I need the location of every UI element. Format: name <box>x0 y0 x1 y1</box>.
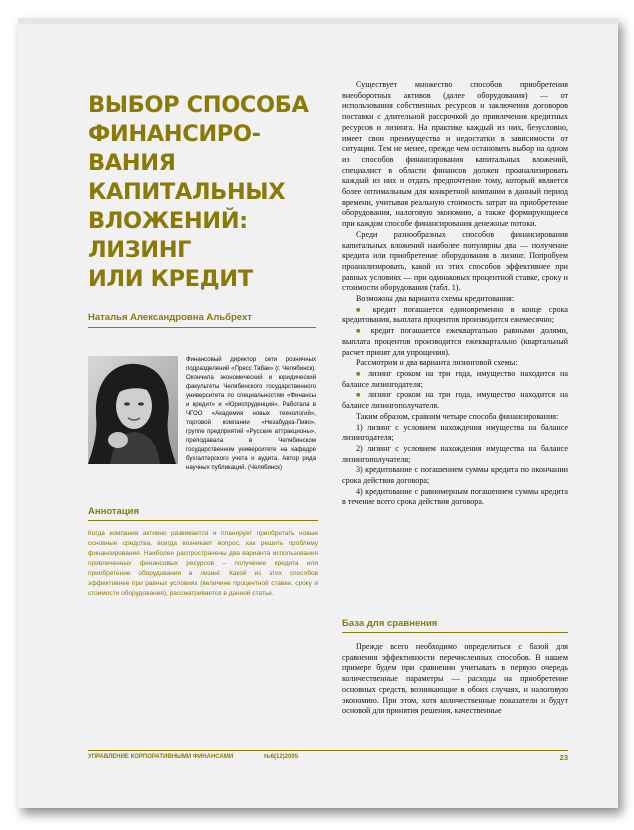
annotation-heading: Аннотация <box>88 506 318 521</box>
publication-name: УПРАВЛЕНИЕ КОРПОРАТИВНЫМИ ФИНАНСАМИ <box>88 754 234 760</box>
title-line: ЛИЗИНГ <box>88 237 192 263</box>
bullet-text: кредит погашается единовременно в конце срока кредитования, выплата процентов производится ежемесячно; <box>342 304 568 325</box>
bullet-text: кредит погашается ежеквартально равными долями, выплата процентов производится ежеквартально (квартальный расчет принят для упрощения). <box>342 326 568 357</box>
numbered-item: 2) лизинг с условием нахождения имущества на балансе лизингополучателя; <box>342 443 568 464</box>
bullet-square-icon: ■ <box>356 369 364 378</box>
title-line: ИЛИ КРЕДИТ <box>88 266 253 292</box>
paragraph: Прежде всего необходимо определиться с базой для сравнения эффективности перечисленных способов. В нашем примере будем при сравнении учитывать в первую очередь количественные параметры — расходы на приобретение основных средств, возникающие в обоих случаях, и налоговую экономию. При этом, хотя количественные показатели и будут основой для принятия решения, качественные <box>342 642 568 716</box>
bullet-text: лизинг сроком на три года, имущество находится на балансе лизингодателя; <box>342 368 568 389</box>
title-line: ВАНИЯ <box>88 150 176 176</box>
bullet-item <box>342 390 568 411</box>
section-body <box>342 642 568 717</box>
bullet-item <box>342 326 568 358</box>
author-name: Наталья Александровна Альбрехт <box>88 312 316 328</box>
title-line: ВЛОЖЕНИЙ: <box>88 208 248 234</box>
page-number: 23 <box>559 753 568 762</box>
issue-number: №6(12)2005 <box>264 754 299 760</box>
bullet-item <box>342 305 568 326</box>
numbered-item: 3) кредитование с погашением суммы кредита по окончании срока действия договора; <box>342 465 568 486</box>
numbered-item: 4) кредитование с равномерным погашением суммы кредита в течение всего срока действия договора. <box>342 486 568 507</box>
author-bio: Финансовый директор сети розничных подразделений «Пресс Табак» (г. Челябинск). Окончила экономический и юридический факультеты Челябинского государственного университета по специальностям «Финансы и кредит» и «Юриспруденция». Работала в ЧГОО «Академия новых технологий», торговой компании «Незабудка-Пиво», группе предприятий «Русские аттракционы», преподавала в Челябинском государственном университете на кафедре бухгалтерского учета и аудита. Автор ряда научных публикаций. (Челябинск) <box>186 356 316 471</box>
magazine-page <box>18 18 618 808</box>
numbered-item: 1) лизинг с условием нахождения имущества на балансе лизингодателя; <box>342 422 568 443</box>
section-heading: База для сравнения <box>342 618 568 633</box>
paragraph: Возможны два варианта схемы кредитования: <box>356 294 515 304</box>
top-strip <box>18 18 618 24</box>
author-photo <box>88 356 178 464</box>
page-footer <box>88 750 568 762</box>
bullet-item <box>342 369 568 390</box>
title-line: ФИНАНСИРО- <box>88 121 261 147</box>
bullet-square-icon: ■ <box>356 327 365 336</box>
article-body <box>342 80 568 508</box>
paragraph: Таким образом, сравним четыре способа финансирования: <box>356 411 559 421</box>
bullet-square-icon: ■ <box>356 305 366 314</box>
paragraph: Существует множество способов приобретения внеоборотных активов (далее оборудования) — от использования собственных ресурсов и заключения договоров поставки с длительной рассрочкой до привлечения кредитных ресурсов и лизинга. На практике каждый из них, безусловно, имеет свои преимущества и недостатки в зависимости от ситуации. Тем не менее, прежде чем остановить выбор на одном из способов финансирования капитальных вложений, специалист в области финансов должен проанализировать каждый из них и отдать предпочтение тому, который является более оптимальным для конкретной компании в данный период времени, учитывая реальную стоимость затрат на приобретение оборудования, налоговую экономию, а также формирующиеся при каждом способе финансирования денежные потоки. <box>342 80 568 229</box>
article-title <box>88 91 318 294</box>
title-line: КАПИТАЛЬНЫХ <box>88 179 286 205</box>
bullet-text: лизинг сроком на три года, имущество находится на балансе лизингополучателя. <box>342 390 568 411</box>
title-line: ВЫБОР СПОСОБА <box>88 92 309 118</box>
paragraph: Среди разнообразных способов финансирования капитальных вложений наиболее популярны два — получение кредита или приобретение оборудования в лизинг. Попробуем проанализировать, какой из этих способов эффективнее при равных условиях — при одинаковых процентной ставке, сроку и стоимости оборудования (табл. 1). <box>342 229 568 293</box>
paragraph: Рассмотрим и два варианта лизинговой схемы: <box>356 358 518 368</box>
annotation-text: Когда компания активно развивается и планирует приобретать новые основные средства, всегда возникает вопрос, как решить проблему финансирования. Наиболее распространены два варианта использования привлеченных финансовых ресурсов – получение кредита или приобретение оборудования в лизинг. Какой из этих способов эффективнее при равных условиях (величине процентной ставки, сроку и стоимости оборудования), рассматривается в данной статье. <box>88 530 318 597</box>
bullet-square-icon: ■ <box>356 391 364 400</box>
